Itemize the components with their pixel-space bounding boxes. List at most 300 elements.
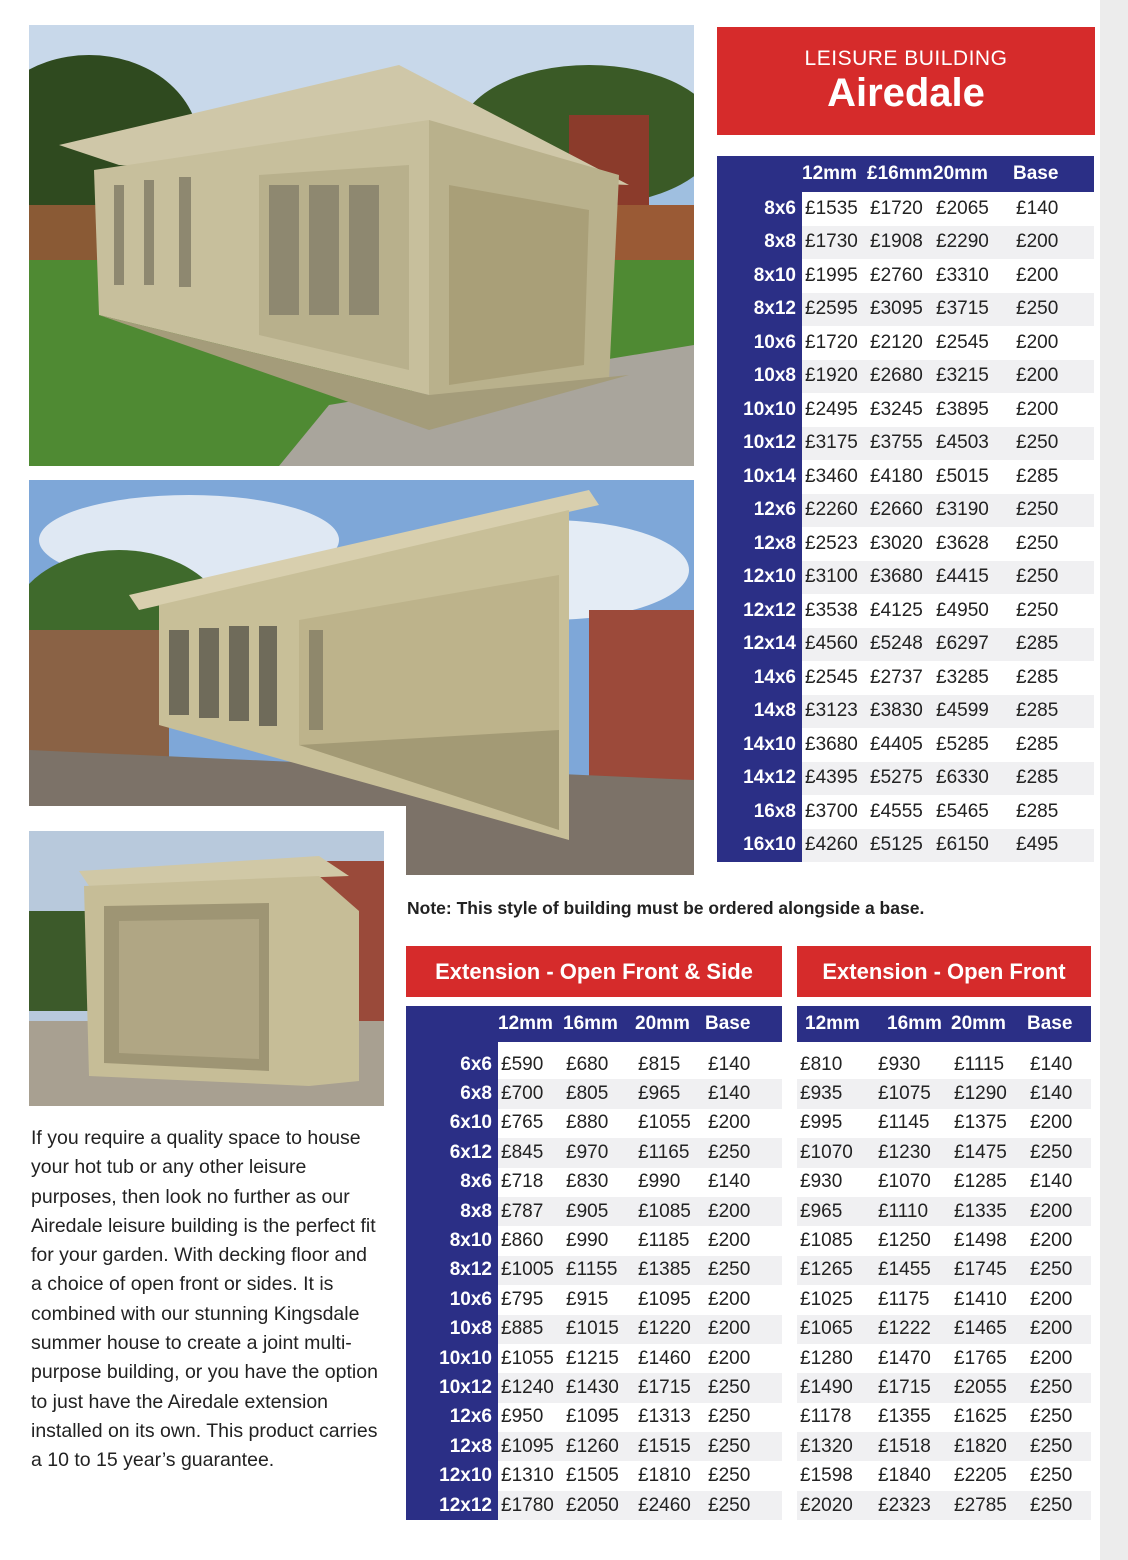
price-cell: £2523	[805, 532, 858, 554]
price-cell: £1320	[797, 1432, 875, 1461]
price-cell: £995	[800, 1112, 843, 1134]
size-cell: 16x10	[717, 829, 802, 863]
size-cell: 10x12	[717, 427, 802, 461]
price-cell: £700	[498, 1079, 563, 1108]
price-cell: £2660	[867, 494, 933, 528]
extension-open-front-title: Extension - Open Front	[797, 946, 1091, 997]
price-cell: £3538	[805, 599, 858, 621]
size-cell: 16x8	[717, 795, 802, 829]
price-cell: £1095	[566, 1406, 619, 1428]
size-cell: 12x6	[717, 494, 802, 528]
table-row	[406, 1197, 782, 1226]
header-16mm: 16mm	[875, 1006, 951, 1042]
price-cell: £1455	[875, 1256, 951, 1285]
table-row	[406, 1109, 782, 1138]
price-cell: £3175	[802, 427, 867, 461]
price-cell: £140	[705, 1079, 782, 1108]
extension-open-front-side-table	[406, 1006, 782, 1520]
price-cell: £2495	[805, 398, 858, 420]
photo-border	[384, 806, 406, 876]
price-cell: £3700	[805, 800, 858, 822]
table-row	[406, 1226, 782, 1255]
price-cell: £285	[1013, 695, 1094, 729]
table-row	[797, 1344, 1091, 1373]
header-base: Base	[705, 1006, 782, 1042]
price-cell: £1810	[638, 1465, 691, 1487]
price-cell: £905	[563, 1197, 635, 1226]
size-cell: 8x8	[717, 226, 802, 260]
price-cell: £935	[797, 1079, 875, 1108]
header-16mm: 16mm	[563, 1006, 635, 1042]
price-cell: £1715	[635, 1373, 705, 1402]
price-cell: £3715	[933, 293, 1013, 327]
price-cell: £1355	[878, 1406, 931, 1428]
price-cell: £1720	[805, 331, 858, 353]
price-cell: £5015	[936, 465, 989, 487]
size-cell: 12x12	[406, 1491, 498, 1520]
table-row	[717, 427, 1094, 461]
price-cell: £1055	[501, 1347, 554, 1369]
price-cell: £140	[1030, 1171, 1073, 1193]
price-cell: £200	[1013, 226, 1094, 260]
price-cell: £200	[1030, 1347, 1073, 1369]
price-cell: £845	[498, 1138, 563, 1167]
price-cell: £815	[638, 1053, 681, 1075]
price-cell: £1310	[501, 1465, 554, 1487]
table-row	[797, 1461, 1091, 1490]
spacer-cell	[705, 1042, 782, 1050]
price-cell: £2760	[870, 264, 923, 286]
table-row	[797, 1315, 1091, 1344]
price-cell: £4415	[933, 561, 1013, 595]
price-cell: £2323	[875, 1491, 951, 1520]
price-cell: £250	[1013, 561, 1094, 595]
photo-border	[29, 806, 405, 831]
size-cell: 10x10	[406, 1344, 498, 1373]
size-cell: 12x10	[406, 1461, 498, 1490]
price-cell: £200	[708, 1347, 751, 1369]
price-cell: £140	[708, 1053, 751, 1075]
price-cell: £200	[1016, 331, 1059, 353]
header-20mm: 20mm	[933, 156, 1013, 192]
price-cell: £250	[705, 1373, 782, 1402]
price-cell: £3895	[936, 398, 989, 420]
price-cell: £1115	[954, 1053, 1005, 1075]
table-row	[717, 192, 1094, 226]
price-cell: £965	[635, 1079, 705, 1108]
price-cell: £1175	[878, 1288, 930, 1310]
price-cell: £200	[1030, 1230, 1073, 1252]
price-cell: £1185	[638, 1230, 690, 1252]
price-cell: £3190	[933, 494, 1013, 528]
price-cell: £1075	[875, 1079, 951, 1108]
price-cell: £2065	[936, 197, 989, 219]
size-cell: 14x12	[717, 762, 802, 796]
price-cell: £3100	[802, 561, 867, 595]
price-cell: £765	[501, 1112, 544, 1134]
price-cell: £2120	[870, 331, 923, 353]
price-cell: £990	[638, 1171, 681, 1193]
spacer-cell	[951, 1042, 1027, 1050]
size-cell: 8x12	[406, 1256, 498, 1285]
main-price-table	[717, 156, 1094, 862]
price-cell: £2205	[954, 1465, 1007, 1487]
price-cell: £250	[705, 1256, 782, 1285]
price-cell: £5248	[867, 628, 933, 662]
size-cell: 8x10	[406, 1226, 498, 1255]
price-cell: £200	[705, 1315, 782, 1344]
price-cell: £1908	[867, 226, 933, 260]
table-row	[717, 695, 1094, 729]
size-cell: 8x6	[717, 192, 802, 226]
price-cell: £250	[708, 1406, 751, 1428]
header-12mm: 12mm	[802, 156, 867, 192]
table-row	[717, 293, 1094, 327]
price-cell: £1515	[635, 1432, 705, 1461]
header-base: Base	[1013, 156, 1094, 192]
table-row	[717, 460, 1094, 494]
table-row	[797, 1197, 1091, 1226]
price-cell: £250	[1013, 293, 1094, 327]
price-cell: £1470	[878, 1347, 931, 1369]
price-cell: £3285	[936, 666, 989, 688]
header-20mm: 20mm	[951, 1006, 1027, 1042]
price-cell: £3460	[805, 465, 858, 487]
price-cell: £718	[501, 1171, 544, 1193]
table-row	[717, 728, 1094, 762]
price-cell: £1465	[951, 1315, 1027, 1344]
price-cell: £885	[498, 1315, 563, 1344]
price-cell: £200	[1030, 1288, 1073, 1310]
price-cell: £200	[1016, 398, 1059, 420]
price-cell: £250	[1030, 1406, 1073, 1428]
price-cell: £805	[563, 1079, 635, 1108]
price-cell: £1215	[566, 1347, 619, 1369]
table-row	[797, 1050, 1091, 1079]
price-cell: £250	[1027, 1138, 1091, 1167]
price-cell: £2020	[797, 1491, 875, 1520]
price-cell: £200	[708, 1288, 751, 1310]
size-cell: 10x8	[406, 1315, 498, 1344]
table-row	[717, 326, 1094, 360]
size-cell: 6x6	[406, 1050, 498, 1079]
price-cell: £1460	[638, 1347, 691, 1369]
price-cell: £880	[566, 1112, 609, 1134]
table-row	[717, 795, 1094, 829]
price-cell: £970	[563, 1138, 635, 1167]
price-cell: £4260	[802, 829, 867, 863]
price-cell: £1065	[797, 1315, 875, 1344]
table-row	[406, 1432, 782, 1461]
price-cell: £1015	[563, 1315, 635, 1344]
product-title-banner	[717, 27, 1095, 135]
price-cell: £495	[1013, 829, 1094, 863]
price-cell: £1840	[878, 1465, 931, 1487]
spacer-cell	[498, 1042, 563, 1050]
price-cell: £930	[800, 1171, 843, 1193]
price-cell: £1265	[797, 1256, 875, 1285]
size-cell: 10x8	[717, 360, 802, 394]
table-row	[406, 1050, 782, 1079]
price-cell: £250	[1027, 1432, 1091, 1461]
size-cell: 14x10	[717, 728, 802, 762]
price-cell: £4560	[802, 628, 867, 662]
price-cell: £1715	[875, 1373, 951, 1402]
table-row	[797, 1109, 1091, 1138]
price-cell: £250	[705, 1138, 782, 1167]
price-cell: £140	[708, 1171, 751, 1193]
price-cell: £1025	[800, 1288, 853, 1310]
price-cell: £1165	[635, 1138, 705, 1167]
price-cell: £1598	[800, 1465, 853, 1487]
table-row	[406, 1256, 782, 1285]
table-row	[797, 1168, 1091, 1197]
extension-open-front-table	[797, 1006, 1091, 1520]
table-header-row	[717, 156, 1094, 192]
size-cell: 8x6	[406, 1168, 498, 1197]
price-cell: £285	[1013, 628, 1094, 662]
price-cell: £200	[1016, 264, 1059, 286]
price-cell: £250	[1030, 1465, 1073, 1487]
price-cell: £1780	[498, 1491, 563, 1520]
price-cell: £2055	[951, 1373, 1027, 1402]
size-cell: 8x10	[717, 259, 802, 293]
price-cell: £1085	[800, 1230, 853, 1252]
price-cell: £250	[705, 1432, 782, 1461]
price-cell: £250	[705, 1491, 782, 1520]
price-cell: £795	[501, 1288, 544, 1310]
price-cell: £200	[708, 1230, 751, 1252]
spacer-cell	[1027, 1042, 1091, 1050]
price-cell: £4503	[933, 427, 1013, 461]
table-row	[717, 259, 1094, 293]
size-cell: 8x8	[406, 1197, 498, 1226]
price-cell: £285	[1016, 733, 1059, 755]
price-cell: £590	[501, 1053, 544, 1075]
price-cell: £4395	[802, 762, 867, 796]
spacer-cell	[563, 1042, 635, 1050]
price-cell: £250	[1027, 1373, 1091, 1402]
price-cell: £1720	[870, 197, 923, 219]
price-cell: £915	[566, 1288, 609, 1310]
table-header-row	[406, 1006, 782, 1042]
price-cell: £2737	[870, 666, 923, 688]
price-cell: £285	[1016, 465, 1059, 487]
price-cell: £1745	[951, 1256, 1027, 1285]
size-cell: 8x12	[717, 293, 802, 327]
table-row	[717, 661, 1094, 695]
price-cell: £200	[708, 1112, 751, 1134]
price-cell: £250	[708, 1465, 751, 1487]
price-cell: £200	[1027, 1315, 1091, 1344]
price-cell: £860	[501, 1230, 544, 1252]
table-row	[797, 1403, 1091, 1432]
price-cell: £250	[1016, 532, 1059, 554]
table-row	[406, 1168, 782, 1197]
product-category: LEISURE BUILDING	[804, 47, 1008, 70]
price-cell: £930	[878, 1053, 921, 1075]
price-cell: £2785	[951, 1491, 1027, 1520]
price-cell: £1220	[635, 1315, 705, 1344]
price-cell: £285	[1016, 800, 1059, 822]
price-cell: £2595	[802, 293, 867, 327]
price-cell: £1145	[878, 1112, 930, 1134]
price-cell: £6150	[933, 829, 1013, 863]
size-cell: 12x6	[406, 1403, 498, 1432]
table-row	[797, 1491, 1091, 1520]
size-cell: 12x10	[717, 561, 802, 595]
size-cell: 12x8	[717, 527, 802, 561]
price-cell: £3310	[936, 264, 989, 286]
price-cell: £950	[501, 1406, 544, 1428]
price-cell: £5125	[867, 829, 933, 863]
price-cell: £3628	[936, 532, 989, 554]
size-cell: 10x6	[406, 1285, 498, 1314]
price-cell: £2545	[936, 331, 989, 353]
header-size	[717, 156, 802, 192]
price-cell: £3245	[870, 398, 923, 420]
table-row	[406, 1079, 782, 1108]
table-row	[797, 1432, 1091, 1461]
price-cell: £2260	[802, 494, 867, 528]
price-cell: £200	[705, 1197, 782, 1226]
header-12mm: 12mm	[498, 1006, 563, 1042]
table-row	[797, 1256, 1091, 1285]
price-cell: £1490	[797, 1373, 875, 1402]
price-cell: £1095	[638, 1288, 691, 1310]
price-cell: £4555	[870, 800, 923, 822]
spacer-cell	[635, 1042, 705, 1050]
table-row	[406, 1461, 782, 1490]
price-cell: £1110	[875, 1197, 951, 1226]
table-row	[406, 1138, 782, 1167]
price-cell: £3095	[867, 293, 933, 327]
price-cell: £4405	[870, 733, 923, 755]
table-row	[406, 1315, 782, 1344]
table-row	[797, 1079, 1091, 1108]
price-cell: £250	[1027, 1256, 1091, 1285]
price-cell: £3020	[870, 532, 923, 554]
price-cell: £3215	[933, 360, 1013, 394]
price-cell: £4599	[933, 695, 1013, 729]
size-cell: 6x10	[406, 1109, 498, 1138]
price-cell: £4180	[870, 465, 923, 487]
price-cell: £250	[1016, 599, 1059, 621]
spacer-row	[797, 1042, 1091, 1050]
price-cell: £1240	[498, 1373, 563, 1402]
size-cell: 10x14	[717, 460, 802, 494]
table-row	[717, 226, 1094, 260]
price-cell: £1070	[878, 1171, 931, 1193]
table-row	[717, 393, 1094, 427]
price-cell: £1995	[805, 264, 858, 286]
price-cell: £200	[1027, 1197, 1091, 1226]
product-name: Airedale	[827, 71, 985, 115]
price-cell: £1313	[638, 1406, 691, 1428]
table-row	[797, 1226, 1091, 1255]
price-cell: £4950	[936, 599, 989, 621]
price-cell: £250	[1013, 494, 1094, 528]
size-cell: 10x6	[717, 326, 802, 360]
header-size	[406, 1006, 498, 1042]
price-cell: £1375	[954, 1112, 1007, 1134]
page-edge	[1100, 0, 1128, 1560]
table-row	[717, 628, 1094, 662]
price-cell: £5465	[936, 800, 989, 822]
spacer-cell	[875, 1042, 951, 1050]
price-cell: £1730	[802, 226, 867, 260]
price-cell: £2290	[933, 226, 1013, 260]
price-cell: £1498	[954, 1230, 1007, 1252]
price-cell: £3123	[802, 695, 867, 729]
price-cell: £250	[1013, 427, 1094, 461]
price-cell: £6297	[933, 628, 1013, 662]
price-cell: £1505	[566, 1465, 619, 1487]
main-price-table-body	[717, 192, 1094, 862]
table-row	[717, 360, 1094, 394]
price-cell: £810	[800, 1053, 843, 1075]
photo-airedale-standalone	[29, 831, 384, 1106]
table-row	[406, 1344, 782, 1373]
table-row	[797, 1138, 1091, 1167]
extension-open-front-side-body	[406, 1042, 782, 1520]
table-row	[406, 1373, 782, 1402]
price-cell: £2680	[867, 360, 933, 394]
price-cell: £990	[566, 1230, 609, 1252]
table-row	[717, 594, 1094, 628]
price-cell: £1535	[805, 197, 858, 219]
price-cell: £1285	[954, 1171, 1007, 1193]
table-row	[717, 762, 1094, 796]
header-12mm: 12mm	[797, 1006, 875, 1042]
price-cell: £1222	[875, 1315, 951, 1344]
table-header-row	[797, 1006, 1091, 1042]
size-cell: 6x8	[406, 1079, 498, 1108]
price-cell: £1280	[800, 1347, 853, 1369]
header-16mm: £16mm	[867, 156, 933, 192]
header-base: Base	[1027, 1006, 1091, 1042]
price-cell: £1178	[800, 1406, 852, 1428]
price-cell: £200	[1030, 1112, 1073, 1134]
price-cell: £285	[1013, 762, 1094, 796]
size-cell: 10x10	[717, 393, 802, 427]
price-cell: £680	[566, 1053, 609, 1075]
price-cell: £1475	[951, 1138, 1027, 1167]
price-cell: £250	[1027, 1491, 1091, 1520]
price-cell: £2460	[635, 1491, 705, 1520]
price-cell: £1625	[954, 1406, 1007, 1428]
base-order-note: Note: This style of building must be ordered alongside a base.	[407, 898, 925, 918]
price-cell: £2545	[805, 666, 858, 688]
extension-open-front-body	[797, 1042, 1091, 1520]
price-cell: £4125	[870, 599, 923, 621]
price-cell: £1095	[498, 1432, 563, 1461]
size-cell: 10x12	[406, 1373, 498, 1402]
price-cell: £140	[1027, 1079, 1091, 1108]
photo-airedale-open-front-side	[29, 25, 694, 466]
spacer-cell	[797, 1042, 875, 1050]
price-cell: £1085	[635, 1197, 705, 1226]
price-cell: £3755	[867, 427, 933, 461]
price-cell: £5275	[867, 762, 933, 796]
price-cell: £140	[1016, 197, 1059, 219]
table-row	[717, 494, 1094, 528]
extension-open-front-side-title: Extension - Open Front & Side	[406, 946, 782, 997]
price-cell: £1820	[951, 1432, 1027, 1461]
product-description: If you require a quality space to house your hot tub or any other leisure purposes, then look no further as our Airedale leisure building is the perfect fit for your garden. With decking floor and a choice of open front or sides. It is combined with our stunning Kingsdale summer house to create a joint multi-purpose building, or you have the option to just have the Airedale extension installed on its own. This product carries a 10 to 15 year’s guarantee.	[31, 1127, 378, 1472]
price-cell: £1518	[875, 1432, 951, 1461]
price-cell: £1920	[802, 360, 867, 394]
